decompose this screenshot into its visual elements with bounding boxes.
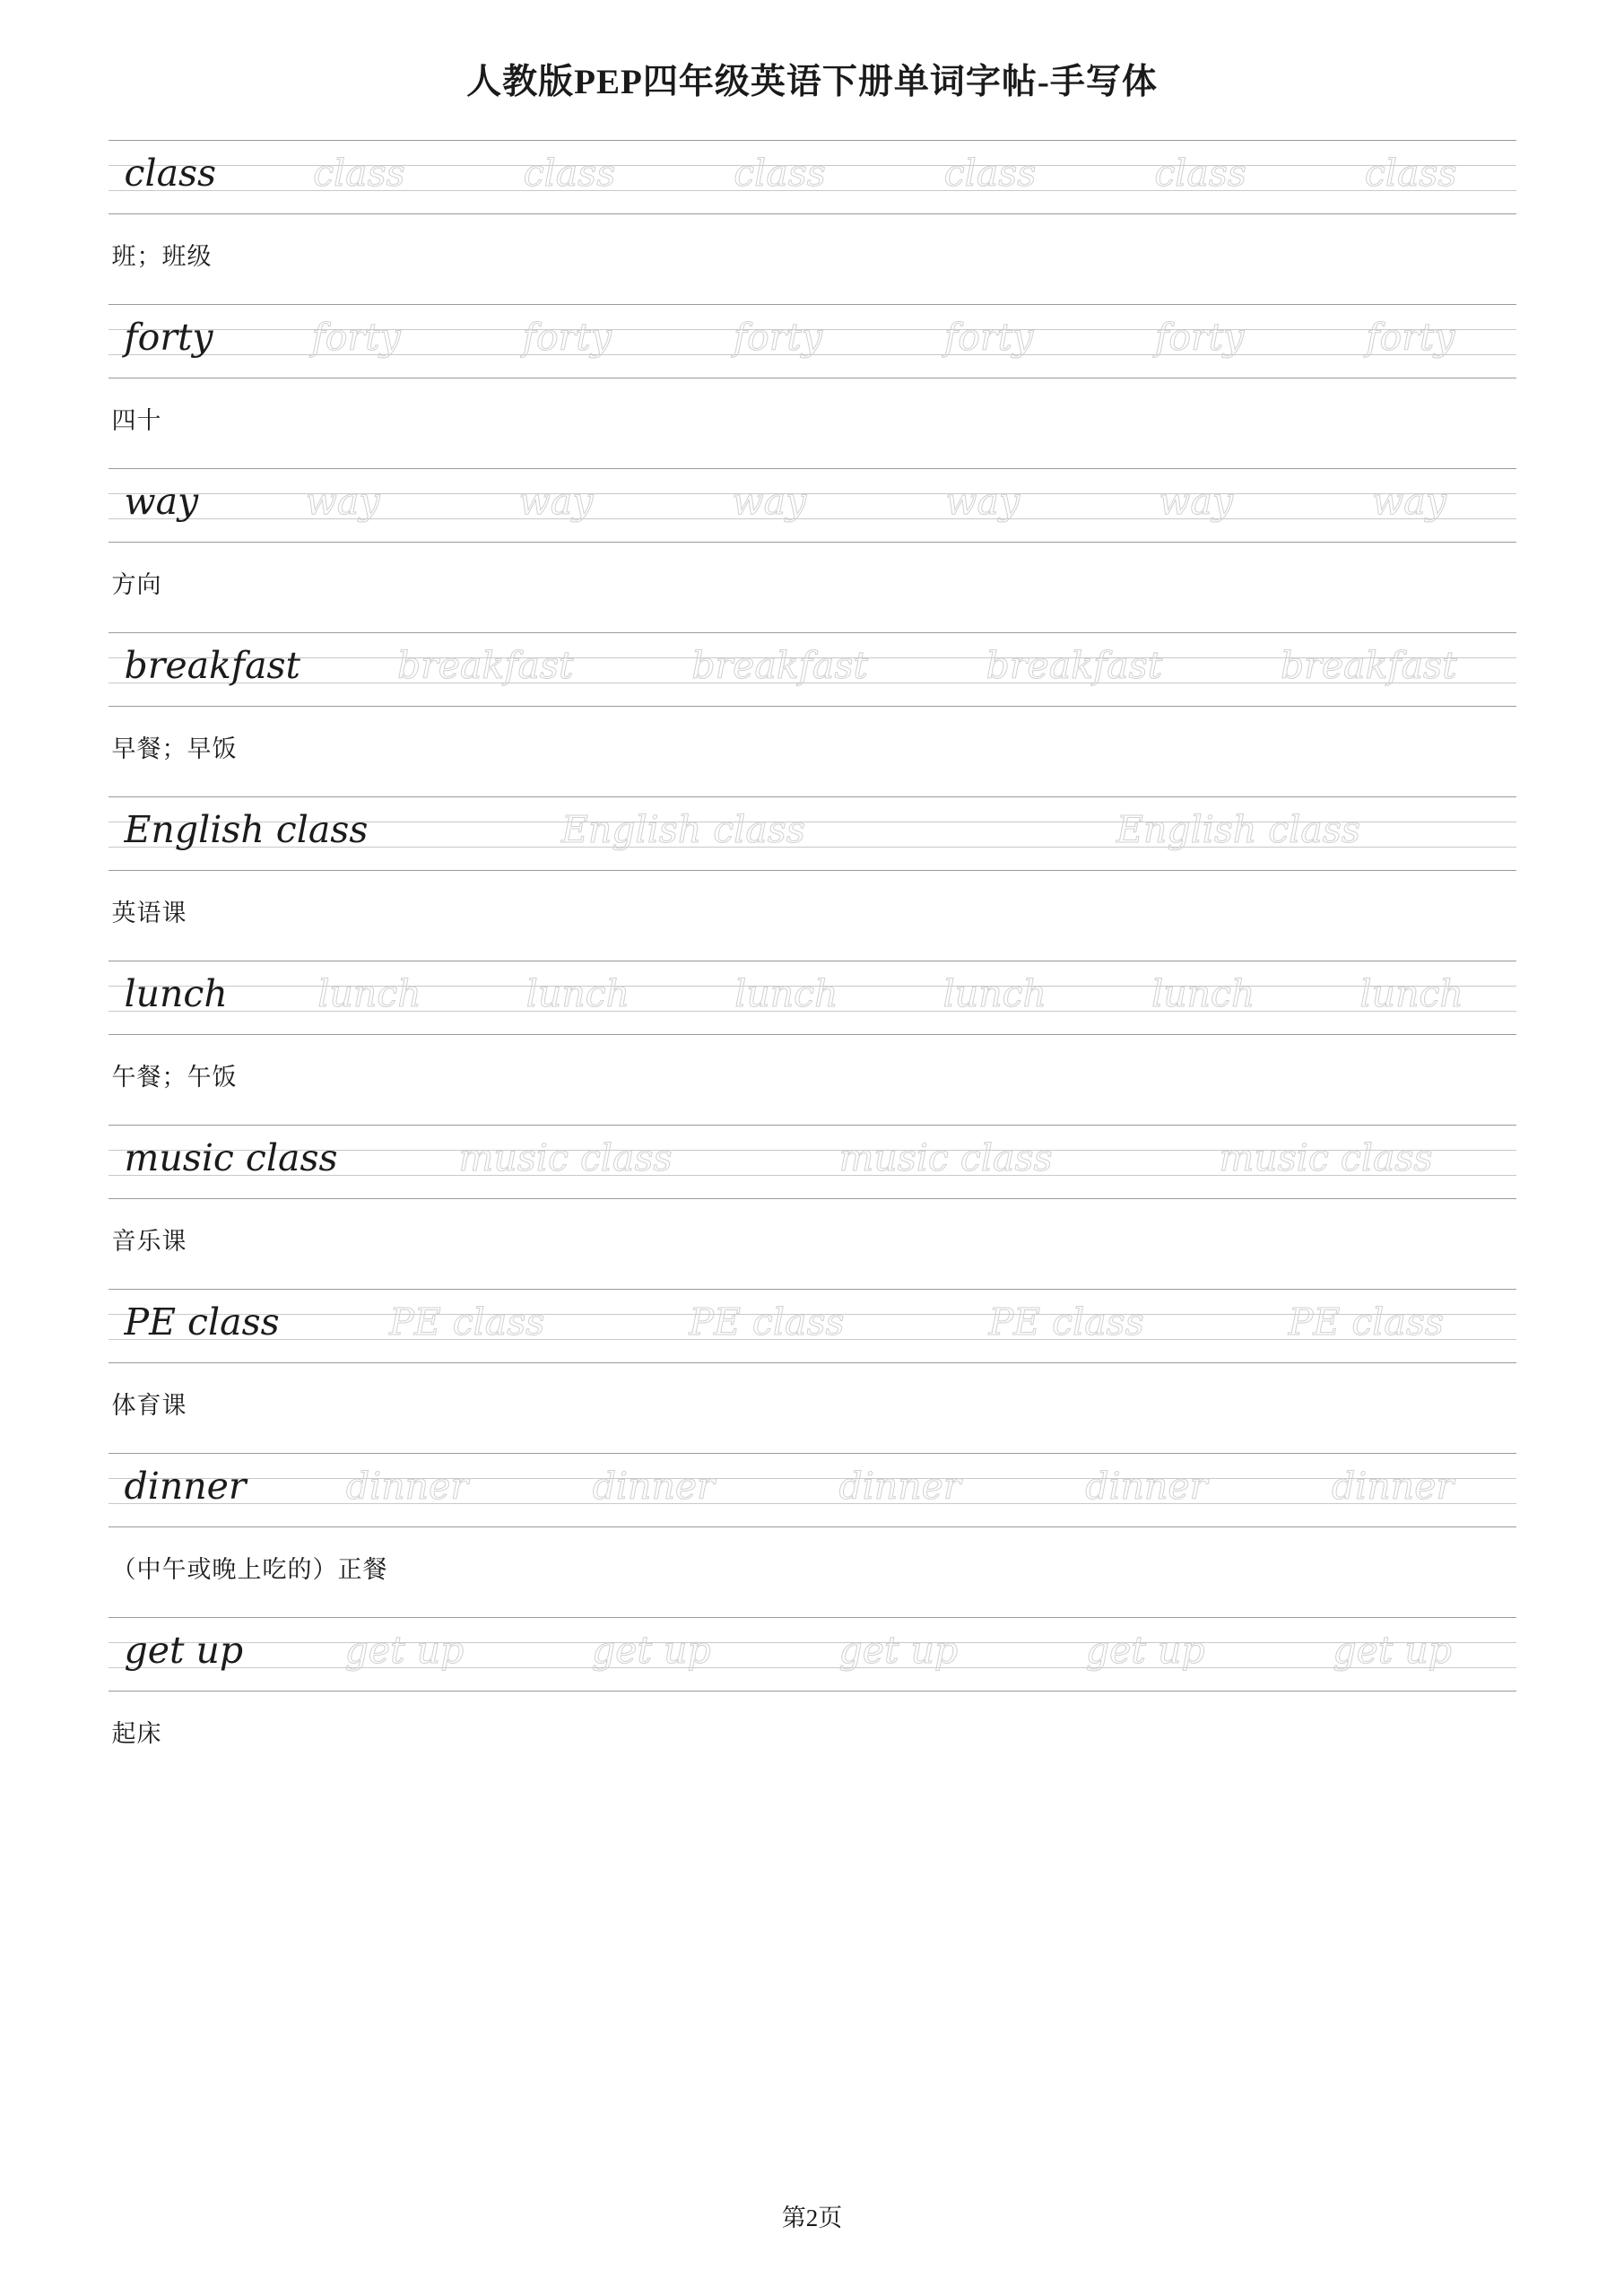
word-trace: lunch	[734, 971, 838, 1015]
word-trace: get up	[838, 1628, 959, 1672]
word-trace: dinner	[838, 1464, 961, 1508]
writing-staff	[109, 1615, 1516, 1692]
word-trace: class	[1364, 151, 1457, 195]
word-sample: get up	[124, 1628, 244, 1672]
word-traces	[254, 151, 1515, 196]
word-traces	[405, 807, 1515, 852]
word-trace: English class	[560, 807, 805, 851]
word-entry	[109, 795, 1516, 952]
word-trace: forty	[1366, 315, 1455, 359]
word-trace: dinner	[1085, 1464, 1208, 1508]
staff-words	[109, 631, 1516, 708]
staff-words	[109, 1615, 1516, 1692]
word-traces	[284, 1464, 1516, 1509]
word-sample: forty	[124, 315, 213, 359]
word-traces	[281, 1628, 1515, 1673]
word-trace: get up	[344, 1628, 465, 1672]
word-meaning: 起床	[111, 1720, 162, 1747]
word-entry	[109, 959, 1516, 1116]
word-traces	[376, 1135, 1516, 1180]
word-trace: forty	[944, 315, 1034, 359]
word-trace: forty	[1155, 315, 1245, 359]
word-sample: English class	[124, 807, 369, 851]
writing-staff	[109, 631, 1516, 708]
word-trace: English class	[1116, 807, 1360, 851]
word-trace: way	[732, 479, 807, 523]
word-entry	[109, 631, 1516, 787]
word-trace: music class	[458, 1135, 673, 1179]
word-meaning: 四十	[111, 407, 162, 434]
word-trace: dinner	[345, 1464, 468, 1508]
word-trace: dinner	[1332, 1464, 1455, 1508]
word-trace: breakfast	[1281, 643, 1457, 687]
word-sample: lunch	[124, 971, 228, 1015]
word-trace: lunch	[942, 971, 1046, 1015]
word-trace: way	[1159, 479, 1233, 523]
word-meaning: 音乐课	[111, 1228, 187, 1255]
word-trace: music class	[838, 1135, 1053, 1179]
word-sample: dinner	[124, 1464, 247, 1508]
word-trace: breakfast	[691, 643, 868, 687]
staff-words	[109, 138, 1516, 215]
word-trace: class	[313, 151, 405, 195]
word-trace: breakfast	[986, 643, 1163, 687]
word-trace: lunch	[317, 971, 421, 1015]
word-meaning: 班；班级	[111, 243, 213, 270]
staff-words	[109, 1123, 1516, 1200]
writing-staff	[109, 1123, 1516, 1200]
word-entry	[109, 1615, 1516, 1772]
word-trace: class	[523, 151, 616, 195]
writing-staff	[109, 1287, 1516, 1364]
word-meaning: 午餐；午饭	[111, 1064, 238, 1091]
word-trace: way	[945, 479, 1020, 523]
word-traces	[236, 479, 1515, 524]
word-trace: get up	[1333, 1628, 1453, 1672]
staff-words	[109, 1287, 1516, 1364]
word-trace: way	[518, 479, 594, 523]
word-traces	[251, 315, 1516, 360]
staff-words	[109, 959, 1516, 1036]
word-meaning: 英语课	[111, 900, 187, 926]
entries-list	[109, 104, 1516, 1772]
word-sample: class	[124, 151, 217, 195]
staff-words	[109, 302, 1516, 379]
writing-staff	[109, 466, 1516, 544]
word-trace: PE class	[988, 1300, 1144, 1344]
word-trace: get up	[1085, 1628, 1205, 1672]
word-meaning: 早餐；早饭	[111, 735, 238, 762]
staff-words	[109, 795, 1516, 872]
word-traces	[265, 971, 1516, 1016]
word-trace: PE class	[689, 1300, 845, 1344]
word-trace: forty	[733, 315, 823, 359]
word-trace: forty	[311, 315, 401, 359]
writing-staff	[109, 795, 1516, 872]
page-footer: 第2页	[781, 2205, 843, 2231]
word-trace: way	[1372, 479, 1446, 523]
word-traces	[338, 643, 1515, 688]
staff-words	[109, 466, 1516, 544]
word-entry	[109, 1123, 1516, 1280]
word-traces	[317, 1300, 1516, 1344]
word-sample: breakfast	[124, 643, 301, 687]
word-trace: forty	[522, 315, 612, 359]
word-trace: PE class	[389, 1300, 545, 1344]
word-meaning: （中午或晚上吃的）正餐	[111, 1556, 388, 1583]
word-sample: music class	[124, 1135, 338, 1179]
writing-staff	[109, 959, 1516, 1036]
word-trace: class	[943, 151, 1037, 195]
staff-words	[109, 1451, 1516, 1528]
word-entry	[109, 1287, 1516, 1444]
word-entry	[109, 302, 1516, 459]
page-title: 人教版PEP四年级英语下册单词字帖-手写体	[466, 63, 1158, 101]
word-trace: dinner	[592, 1464, 715, 1508]
word-trace: lunch	[1359, 971, 1463, 1015]
word-sample: PE class	[124, 1300, 280, 1344]
writing-staff	[109, 138, 1516, 215]
writing-staff	[109, 1451, 1516, 1528]
word-trace: breakfast	[396, 643, 574, 687]
word-trace: lunch	[1151, 971, 1255, 1015]
word-trace: class	[734, 151, 826, 195]
writing-staff	[109, 302, 1516, 379]
word-meaning: 方向	[111, 571, 162, 598]
word-entry	[109, 1451, 1516, 1608]
word-entry	[109, 466, 1516, 623]
word-sample: way	[124, 479, 199, 523]
word-trace: class	[1154, 151, 1246, 195]
word-trace: way	[305, 479, 380, 523]
word-trace: music class	[1219, 1135, 1433, 1179]
word-meaning: 体育课	[111, 1392, 187, 1419]
word-trace: PE class	[1288, 1300, 1444, 1344]
word-trace: get up	[592, 1628, 711, 1672]
word-entry	[109, 138, 1516, 295]
word-trace: lunch	[525, 971, 630, 1015]
